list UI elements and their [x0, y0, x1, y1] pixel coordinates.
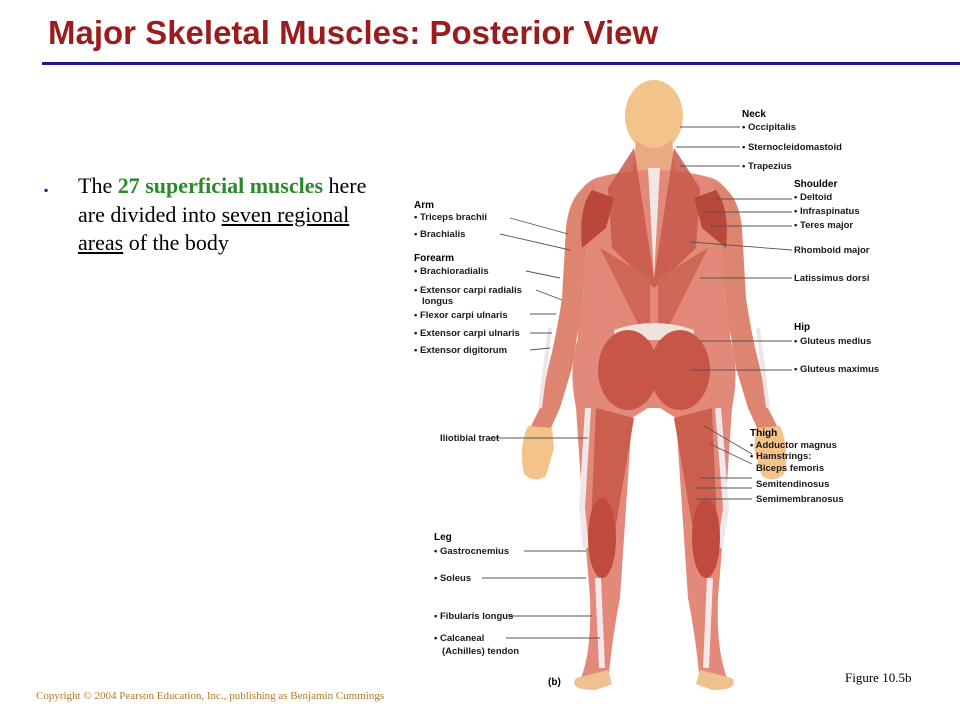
muscle-label: Semitendinosus [756, 479, 830, 490]
title-divider [42, 62, 960, 65]
figure-caption: Figure 10.5b [845, 670, 912, 685]
muscle-label: • Adductor magnus [750, 440, 837, 451]
slide-title: Major Skeletal Muscles: Posterior View [48, 14, 659, 51]
label-header: Hip [794, 322, 811, 333]
bullet-text-part: here are divided into [78, 173, 367, 227]
muscle-label: • Sternocleidomastoid [742, 142, 842, 153]
muscle-label: • Brachioradialis [414, 266, 489, 277]
head [625, 80, 683, 152]
muscle-illustration [400, 78, 920, 690]
muscle-label: • Gluteus medius [794, 336, 872, 347]
muscle-label: Biceps femoris [756, 463, 825, 474]
muscle-label: • Deltoid [794, 192, 833, 203]
muscle-label: Rhomboid major [794, 245, 870, 256]
bullet-highlight: 27 superficial muscles [117, 173, 324, 198]
muscle-label: • Soleus [434, 573, 472, 584]
muscle-label: • Teres major [794, 220, 854, 231]
label-header: Shoulder [794, 179, 838, 190]
label-header: Leg [434, 532, 452, 543]
muscle-label: Latissimus dorsi [794, 273, 870, 284]
muscle-label: Semimembranosus [756, 494, 844, 505]
muscle-label: longus [422, 296, 454, 307]
panel-label: (b) [548, 677, 561, 688]
bullet-text [78, 172, 378, 258]
label-header: Neck [742, 109, 766, 120]
copyright-notice: Copyright © 2004 Pearson Education, Inc., publishing as Benjamin Cummings [36, 690, 385, 702]
muscle-label: • Triceps brachii [414, 212, 488, 223]
muscle-label: • Extensor carpi radialis [414, 285, 522, 296]
muscle-figure [400, 78, 920, 690]
muscle-label: (Achilles) tendon [442, 646, 520, 657]
label-header: Thigh [750, 428, 778, 439]
bullet-text-part: of the body [123, 230, 229, 255]
bullet-marker: ▪ [44, 183, 49, 197]
muscle-label: • Extensor carpi ulnaris [414, 328, 520, 339]
muscle-label: • Gastrocnemius [434, 546, 510, 557]
muscle-label: Iliotibial tract [440, 433, 500, 444]
muscle-label: • Infraspinatus [794, 206, 860, 217]
bullet-underlined: seven regional areas [78, 201, 350, 255]
bullet-text-part: The [78, 173, 118, 198]
label-header: Arm [414, 200, 435, 211]
muscle-label: • Flexor carpi ulnaris [414, 310, 508, 321]
muscle-label: • Hamstrings: [750, 451, 812, 462]
muscle-label: • Calcaneal [434, 633, 485, 644]
muscle-label: • Fibularis longus [434, 611, 514, 622]
muscle-label: • Brachialis [414, 229, 466, 240]
muscle-label: • Gluteus maximus [794, 364, 880, 375]
muscle-label: • Trapezius [742, 161, 792, 172]
label-header: Forearm [414, 253, 455, 264]
muscle-label: • Extensor digitorum [414, 345, 508, 356]
muscle-label: • Occipitalis [742, 122, 797, 133]
left-hand [522, 426, 554, 480]
